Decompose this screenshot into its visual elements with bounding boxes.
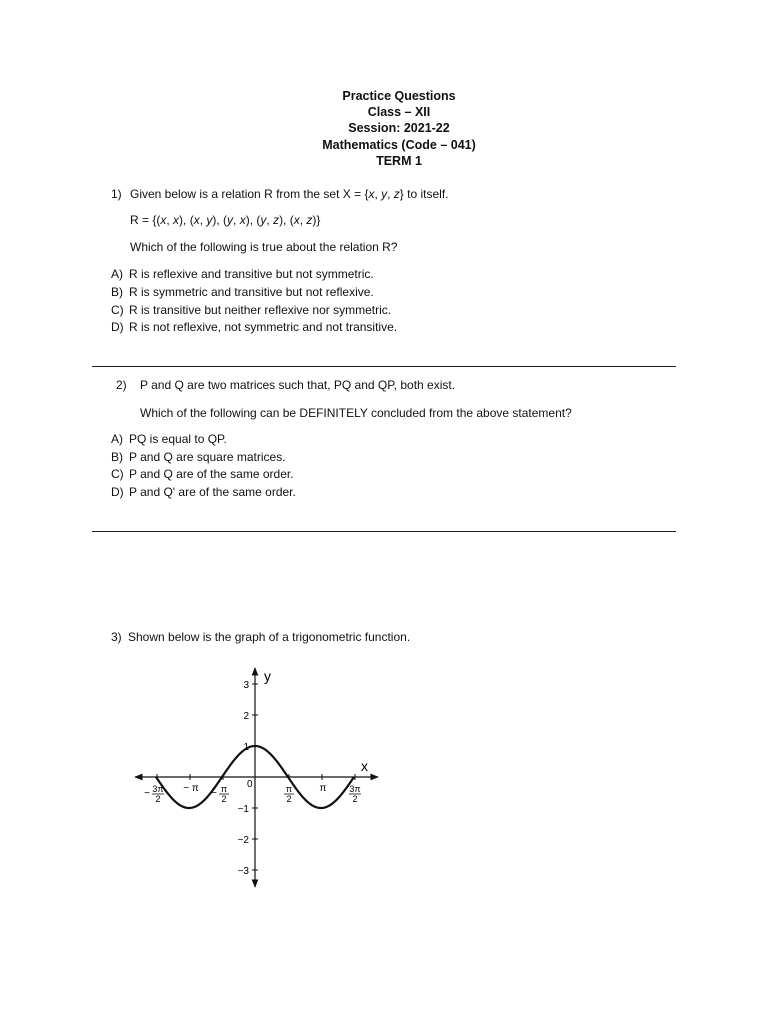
option-text: R is symmetric and transitive but not reflexive.: [129, 285, 374, 299]
option-text: P and Q' are of the same order.: [129, 485, 296, 499]
option-text: R is transitive but neither reflexive nor symmetric.: [129, 303, 392, 317]
question-2-number: 2): [116, 378, 127, 392]
option-letter: B): [111, 285, 123, 299]
question-1-option-c: [111, 302, 391, 318]
y-tick-label: 1: [243, 742, 249, 753]
x-tick-label-neg-3pi-over-2: [144, 784, 164, 804]
header-class: Class – XII: [367, 105, 431, 120]
minus-sign: −: [211, 788, 217, 799]
header-term: TERM 1: [376, 153, 422, 168]
x-tick-label-pi: π: [319, 783, 327, 794]
question-2-option-c: [111, 466, 294, 482]
x-tick-label-neg-pi: − π: [183, 783, 199, 794]
question-1-option-b: [111, 284, 374, 300]
y-tick-label: −3: [237, 866, 249, 877]
question-1-option-d: [111, 319, 397, 335]
question-2-text: P and Q are two matrices such that, PQ and QP, both exist.: [140, 378, 456, 392]
x-axis-label: x: [361, 758, 368, 774]
denominator: 2: [352, 794, 358, 804]
divider-2: [92, 531, 676, 532]
question-2-option-b: [111, 449, 286, 465]
y-axis-label: y: [264, 668, 271, 684]
option-letter: D): [111, 320, 124, 334]
trig-function-graph: [130, 660, 385, 890]
origin-label: 0: [247, 779, 253, 790]
divider-1: [92, 366, 676, 367]
option-letter: C): [111, 303, 124, 317]
y-tick-label: 2: [243, 711, 249, 722]
question-2-prompt: Which of the following can be DEFINITELY concluded from the above statement?: [140, 406, 572, 420]
question-1-relation: R = {(x, x), (x, y), (y, x), (y, z), (x, z)}: [130, 213, 321, 227]
header-session: Session: 2021-22: [348, 121, 450, 136]
question-1-text: [130, 186, 449, 202]
question-1-stem: Given below is a relation R from the set X = {x, y, z} to itself.: [130, 187, 449, 201]
question-1-prompt: Which of the following is true about the relation R?: [130, 240, 398, 254]
header-title: Practice Questions: [342, 89, 456, 103]
denominator: 2: [286, 794, 292, 804]
option-text: R is reflexive and transitive but not symmetric.: [129, 267, 374, 281]
document-header: [0, 88, 768, 169]
x-tick-label-pi-over-2: [284, 784, 294, 804]
option-text: PQ is equal to QP.: [129, 432, 227, 446]
option-letter: A): [111, 267, 123, 281]
numerator: π: [220, 784, 228, 794]
option-letter: D): [111, 485, 124, 499]
numerator: 3π: [152, 784, 164, 794]
option-text: R is not reflexive, not symmetric and not transitive.: [129, 320, 398, 334]
question-3-number: 3): [111, 630, 122, 644]
header-subject: Mathematics (Code – 041): [322, 137, 476, 152]
option-text: P and Q are of the same order.: [129, 467, 294, 481]
minus-sign: −: [144, 788, 150, 799]
question-3-text: Shown below is the graph of a trigonometric function.: [128, 630, 411, 644]
question-2-option-a: [111, 431, 227, 447]
question-2-option-d: [111, 484, 296, 500]
option-letter: A): [111, 432, 123, 446]
question-1-number: 1): [111, 187, 122, 201]
question-1-option-a: [111, 266, 374, 282]
x-ticks: [144, 774, 361, 804]
y-tick-label: −2: [237, 835, 249, 846]
numerator: 3π: [349, 784, 361, 794]
denominator: 2: [221, 794, 227, 804]
y-tick-label: 3: [243, 680, 249, 691]
option-text: P and Q are square matrices.: [129, 450, 286, 464]
denominator: 2: [155, 794, 161, 804]
option-letter: B): [111, 450, 123, 464]
numerator: π: [285, 784, 293, 794]
option-letter: C): [111, 467, 124, 481]
y-tick-label: −1: [237, 804, 249, 815]
x-tick-label-3pi-over-2: [349, 784, 361, 804]
